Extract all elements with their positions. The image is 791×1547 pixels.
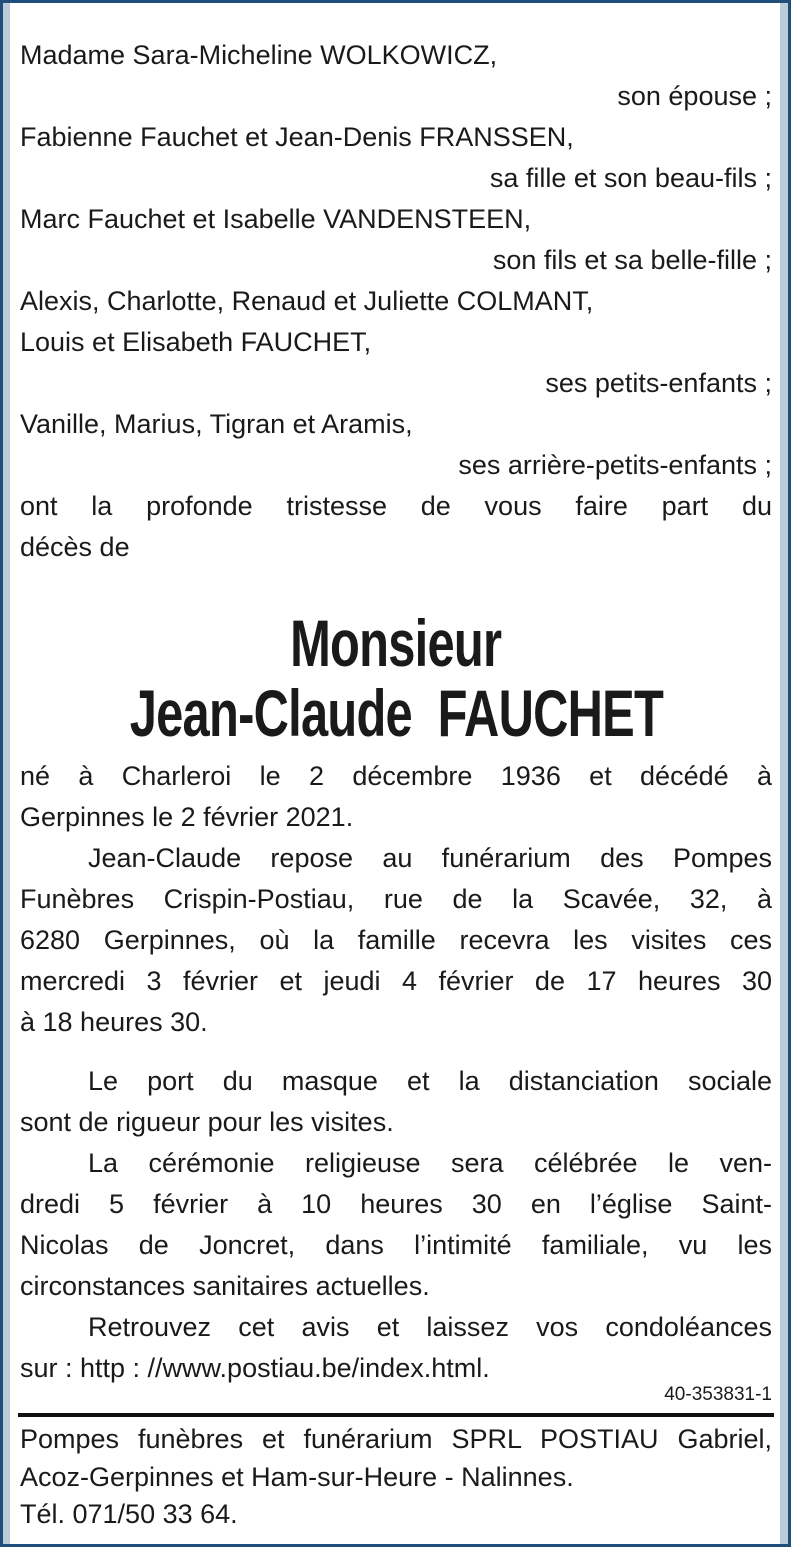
notice-band-left [3, 3, 10, 1544]
announcement-line: décès de [20, 532, 130, 562]
text-line: né à Charleroi le 2 décembre 1936 et décédé à [20, 761, 772, 791]
family-line: Marc Fauchet et Isabelle VANDENSTEEN, [20, 204, 532, 234]
text-line: La cérémonie religieuse sera célébrée le ven- [88, 1148, 772, 1178]
family-line: Louis et Elisabeth FAUCHET, [20, 327, 372, 357]
obituary-notice [20, 35, 772, 1534]
text-line: Nicolas de Joncret, dans l’intimité familiale, vu les [20, 1230, 772, 1260]
family-line: Vanille, Marius, Tigran et Aramis, [20, 409, 413, 439]
text-line: sont de rigueur pour les visites. [20, 1107, 394, 1137]
funeral-home-location: Acoz-Gerpinnes et Ham-sur-Heure - Nalinnes. [20, 1461, 574, 1492]
family-relation: ses petits-enfants ; [545, 368, 772, 398]
text-line: Jean-Claude repose au funérarium des Pompes [88, 843, 772, 873]
text-line: 6280 Gerpinnes, où la famille recevra les visites ces [20, 925, 772, 955]
family-relation: sa fille et son beau-fils ; [489, 163, 772, 193]
reference-number: 40-353831-1 [664, 1384, 772, 1405]
text-line: Funèbres Crispin-Postiau, rue de la Scavée, 32, à [20, 884, 772, 914]
deceased-title: Monsieur [290, 606, 502, 680]
deceased-name: Jean-Claude FAUCHET [129, 676, 663, 750]
funeral-home-phone: Tél. 071/50 33 64. [20, 1499, 238, 1529]
family-line: Alexis, Charlotte, Renaud et Juliette COLMANT, [20, 286, 594, 316]
text-line: circonstances sanitaires actuelles. [20, 1271, 430, 1301]
funeral-home-info [20, 1421, 772, 1534]
deceased-name-heading [20, 608, 772, 748]
divider [18, 1413, 774, 1417]
family-relation: son fils et sa belle-fille ; [492, 245, 772, 275]
text-line: Gerpinnes le 2 février 2021. [20, 802, 354, 832]
visitation-paragraph [20, 838, 772, 1043]
text-line: Retrouvez cet avis et laissez vos condoléances [88, 1312, 772, 1342]
announcement-line: ont la profonde tristesse de vous faire part du [20, 491, 772, 521]
funeral-home-name: Pompes funèbres et funérarium SPRL POSTIAU Gabriel, [20, 1424, 772, 1454]
family-relation: ses arrière-petits-enfants ; [458, 450, 772, 480]
condolences-paragraph [20, 1307, 772, 1389]
text-line: mercredi 3 février et jeudi 4 février de 17 heures 30 [20, 966, 772, 996]
birth-death-paragraph [20, 756, 772, 838]
condolences-link[interactable]: sur : http : //www.postiau.be/index.html. [20, 1353, 490, 1383]
family-list [20, 35, 772, 568]
text-line: à 18 heures 30. [20, 1007, 208, 1037]
ceremony-paragraph [20, 1143, 772, 1307]
family-line: Fabienne Fauchet et Jean-Denis FRANSSEN, [20, 122, 574, 152]
mask-paragraph [20, 1061, 772, 1143]
family-line: Madame Sara-Micheline WOLKOWICZ, [20, 40, 498, 70]
notice-band-right [780, 3, 788, 1544]
family-relation: son épouse ; [617, 81, 772, 111]
text-line: dredi 5 février à 10 heures 30 en l’église Saint- [20, 1189, 772, 1219]
text-line: Le port du masque et la distanciation sociale [88, 1066, 772, 1096]
